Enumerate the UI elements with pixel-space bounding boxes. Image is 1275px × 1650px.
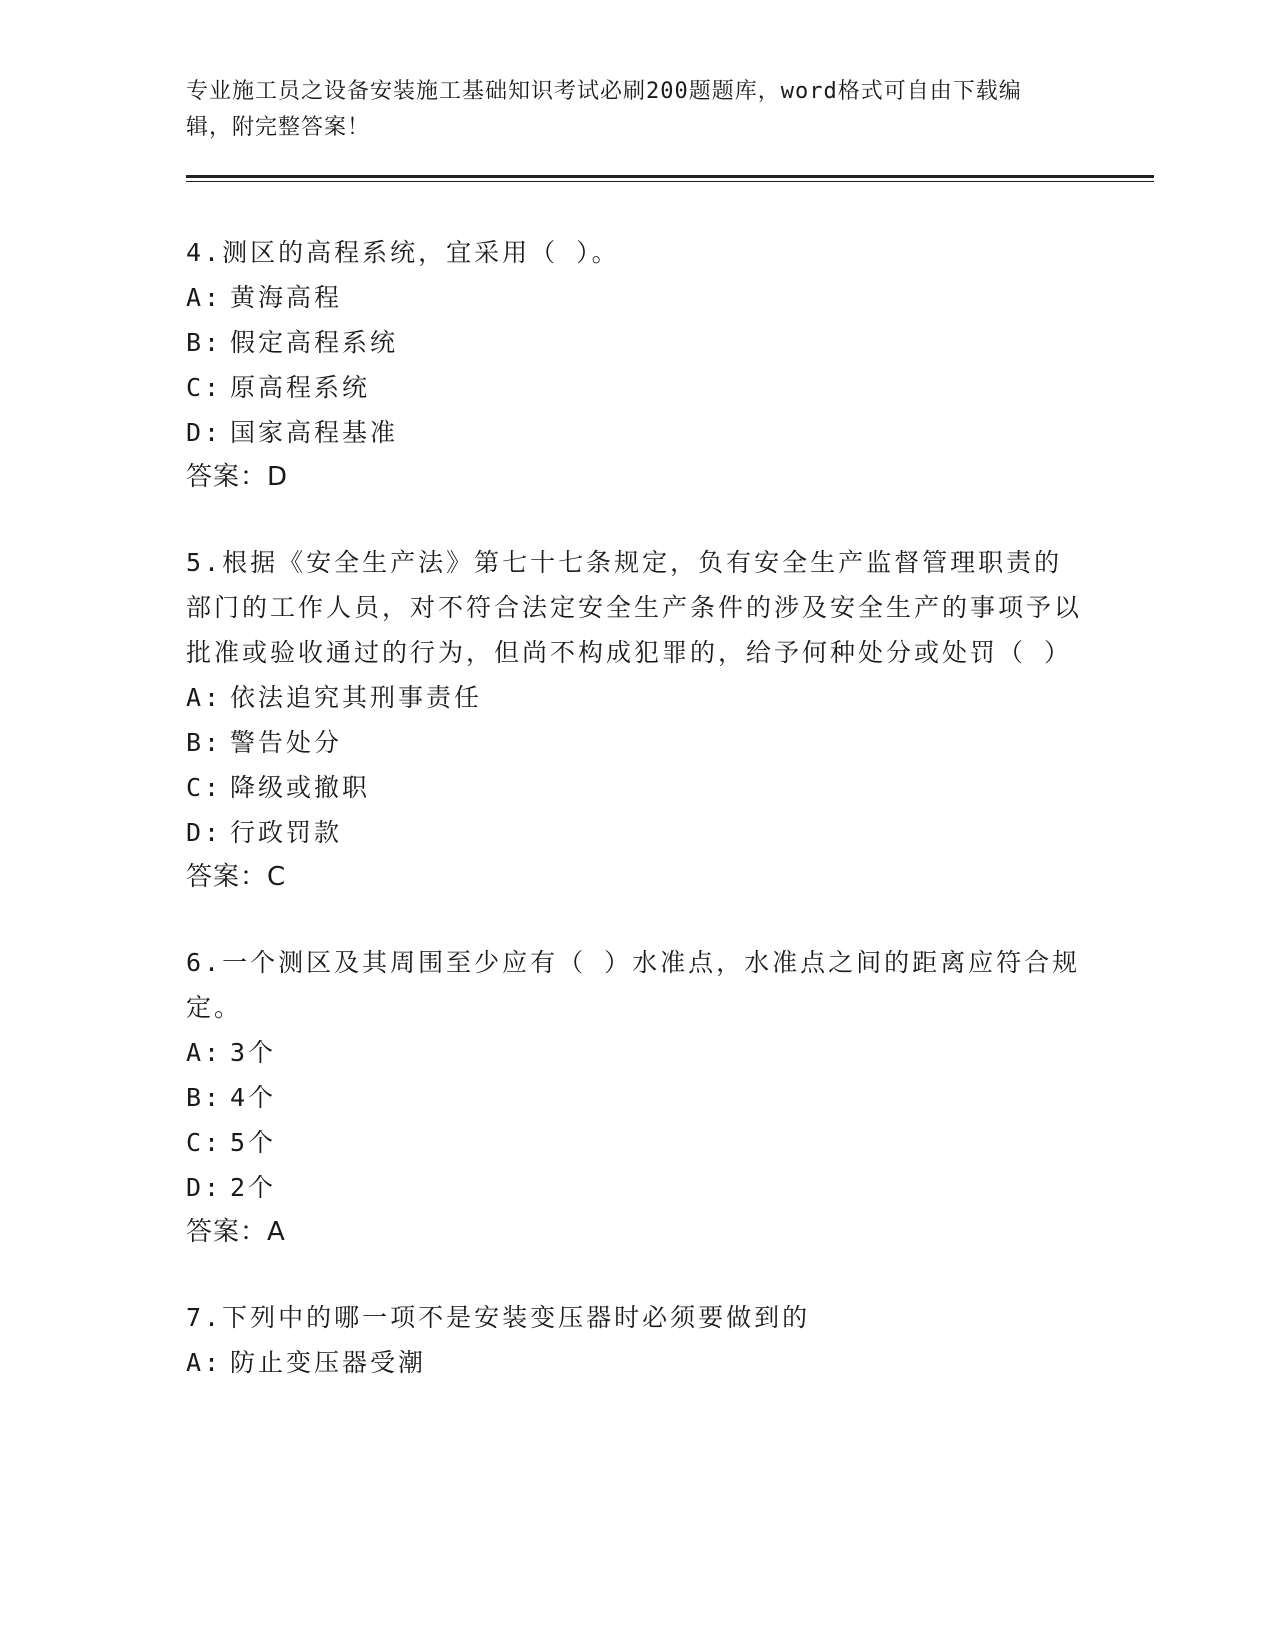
- option-text: 假定高程系统: [230, 328, 399, 357]
- option-text: 国家高程基准: [230, 418, 399, 447]
- question-item: [186, 1295, 1086, 1385]
- option-text: 5个: [230, 1128, 277, 1157]
- question-stem: 6.一个测区及其周围至少应有（ ）水准点，水准点之间的距离应符合规定。: [186, 948, 1081, 1022]
- option: [186, 720, 1086, 765]
- question-item: [186, 940, 1086, 1255]
- option-key: B:: [186, 728, 223, 757]
- option: [186, 810, 1086, 855]
- option-text: 3个: [230, 1038, 277, 1067]
- option-key: D:: [186, 818, 223, 847]
- option-text: 依法追究其刑事责任: [230, 683, 483, 712]
- question-item: [186, 540, 1086, 900]
- option-key: C:: [186, 1128, 223, 1157]
- document-header: 专业施工员之设备安装施工基础知识考试必刷200题题库，word格式可自由下载编辑，附完整答案！: [186, 79, 1022, 140]
- option: [186, 1030, 1086, 1075]
- header-divider-thick: [186, 175, 1154, 178]
- question-item: [186, 230, 1086, 500]
- question-stem: 5.根据《安全生产法》第七十七条规定，负有安全生产监督管理职责的部门的工作人员，对不符合法定安全生产条件的涉及安全生产的事项予以批准或验收通过的行为，但尚不构成犯罪的，给予何种处分或处罚（ ）: [186, 548, 1083, 667]
- header-divider-thin: [186, 181, 1154, 182]
- option: [186, 320, 1086, 365]
- option-key: A:: [186, 283, 223, 312]
- question-stem: 7.下列中的哪一项不是安装变压器时必须要做到的: [186, 1303, 811, 1332]
- option-key: B:: [186, 1083, 223, 1112]
- option: [186, 1120, 1086, 1165]
- option-text: 行政罚款: [230, 818, 343, 847]
- option: [186, 365, 1086, 410]
- option-text: 防止变压器受潮: [230, 1348, 427, 1377]
- option-key: D:: [186, 418, 223, 447]
- option: [186, 1340, 1086, 1385]
- option-text: 2个: [230, 1173, 277, 1202]
- option-text: 警告处分: [230, 728, 343, 757]
- option-text: 黄海高程: [230, 283, 343, 312]
- option-key: D:: [186, 1173, 223, 1202]
- question-stem: 4.测区的高程系统，宜采用（ ）。: [186, 238, 620, 267]
- option-key: A:: [186, 683, 223, 712]
- option-key: B:: [186, 328, 223, 357]
- option: [186, 410, 1086, 455]
- option: [186, 765, 1086, 810]
- option: [186, 1075, 1086, 1120]
- option-text: 降级或撤职: [230, 773, 371, 802]
- answer-line: 答案：D: [186, 462, 289, 492]
- option: [186, 1165, 1086, 1210]
- option-key: C:: [186, 373, 223, 402]
- option-key: A:: [186, 1348, 223, 1377]
- option-text: 原高程系统: [230, 373, 371, 402]
- option-text: 4个: [230, 1083, 277, 1112]
- option: [186, 675, 1086, 720]
- option-key: A:: [186, 1038, 223, 1067]
- answer-line: 答案：A: [186, 1217, 286, 1247]
- option: [186, 275, 1086, 320]
- answer-line: 答案：C: [186, 862, 287, 892]
- option-key: C:: [186, 773, 223, 802]
- question-list: [186, 230, 1086, 1425]
